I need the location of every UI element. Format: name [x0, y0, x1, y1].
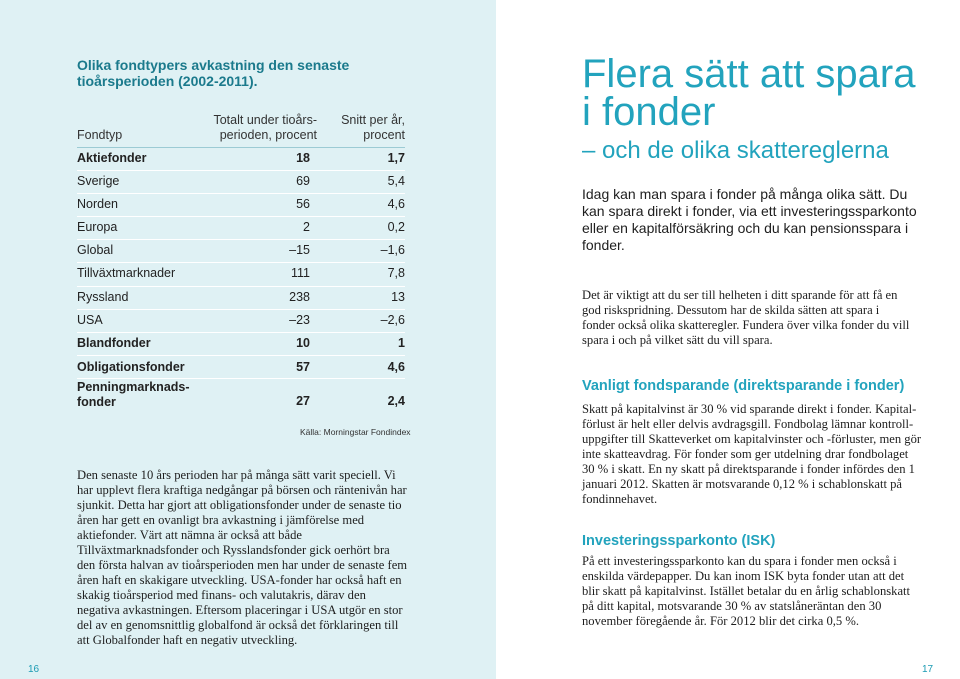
cell-avg: 13: [391, 290, 405, 304]
table-row: [77, 286, 405, 308]
table-row: [77, 378, 405, 412]
cell-name: Sverige: [77, 174, 120, 188]
table-row: [77, 356, 405, 378]
table-row: [77, 170, 405, 192]
cell-total: 69: [296, 174, 310, 188]
cell-name: Global: [77, 243, 114, 257]
paragraph: Skatt på kapitalvinst är 30 % vid sparande direkt i fonder. Kapitalförlust är helt eller delvis avdragsgill. Fondbolag lämnar kontrolluppgifter till Skatteverket om kapitalvinster och -förluster, men gör inte skatteavdrag. För fonder som ger utdelning drar fondbolaget 30 % i skatt. En ny skatt på direktsparande i fonder infördes den 1 januari 2012. Skatten är motsvarande 0,12 % i schablonskatt på fondinnehavet.: [582, 402, 922, 506]
section-heading-direct: Vanligt fondsparande (direktsparande i fonder): [582, 378, 905, 394]
page-headline: Flera sätt att spara i fonder: [582, 52, 916, 134]
cell-name: Blandfonder: [77, 336, 151, 350]
cell-name: Obligationsfonder: [77, 360, 185, 374]
cell-total: –23: [289, 313, 310, 327]
cell-total: 10: [296, 336, 310, 350]
page-subheadline: – och de olika skattereglerna: [582, 137, 889, 164]
cell-avg: –2,6: [380, 313, 405, 327]
cell-name: Tillväxtmarknader: [77, 266, 176, 280]
cell-name: Aktiefonder: [77, 151, 147, 165]
cell-total: 27: [296, 394, 310, 408]
cell-avg: 0,2: [387, 220, 405, 234]
cell-name: Europa: [77, 220, 118, 234]
left-body-text: [77, 468, 411, 648]
header-avg: Snitt per år, procent: [341, 113, 405, 142]
cell-avg: 1,7: [387, 151, 405, 165]
cell-avg: –1,6: [380, 243, 405, 257]
cell-total: 56: [296, 197, 310, 211]
table-title: Olika fondtypers avkastning den senaste tioårsperioden (2002-2011).: [77, 57, 350, 89]
page-number-right: 17: [922, 664, 934, 675]
cell-total: 2: [303, 220, 310, 234]
cell-name: USA: [77, 313, 103, 327]
table-row: [77, 332, 405, 354]
left-paragraph: Den senaste 10 års perioden har på många sätt varit speciell. Vi har upplevt flera kraftiga nedgångar på börsen och räntenivån har sjunkit. Detta har gjort att obligationsfonder under de senaste tio åren har gett en ovanligt bra avkastning i jämförelse med aktiefonder. Värt att nämna är också att både Tillväxtmarknadsfonder och Rysslandsfonder gick oerhört bra den första halvan av tioårsperioden men har under de senaste fem åren haft en skakigare utveckling. USA-fonder har också haft en skakig tioårsperiod med finans- och valutakris, därav den negativa avkastningen. Eftersom placeringar i USA utgör en stor del av en genomsnittlig globalfond är också det förklaringen till att Globalfonder haft en negativ utveckling.: [77, 468, 408, 647]
header-fondtyp: Fondtyp: [77, 128, 123, 142]
cell-avg: 4,6: [387, 197, 405, 211]
header-total: Totalt under tioårs- perioden, procent: [213, 113, 317, 142]
cell-avg: 4,6: [387, 360, 405, 374]
table-row: [77, 262, 405, 284]
table-row: [77, 239, 405, 261]
paragraph: På ett investeringssparkonto kan du spara i fonder men också i enskilda värdepapper. Du kan inom ISK byta fonder utan att det blir skatt på kapitalvinst. Istället betalar du en årlig schablonskatt på ditt kapital, motsvarande 30 % av statslåneräntan den 30 november föregående år. För 2012 blir det cirka 0,5 %.: [582, 554, 911, 628]
cell-avg: 2,4: [387, 394, 405, 408]
table-row: [77, 309, 405, 331]
cell-total: 57: [296, 360, 310, 374]
section-heading-isk: Investeringssparkonto (ISK): [582, 533, 776, 549]
cell-avg: 7,8: [387, 266, 405, 280]
cell-avg: 1: [398, 336, 405, 350]
page-number-left: 16: [28, 664, 40, 675]
table-row: [77, 147, 405, 169]
cell-name: Norden: [77, 197, 118, 211]
cell-total: 18: [296, 151, 310, 165]
table-header: [77, 111, 405, 143]
cell-name: Penningmarknads- fonder: [77, 380, 190, 409]
cell-avg: 5,4: [387, 174, 405, 188]
paragraph: Det är viktigt att du ser till helheten i ditt sparande för att få en god riskspridning. Dessutom har de skilda sätten att spara i fonder också olika skatteregler. Fundera över vilka fonder du vill spara i och på vilket sätt du vill spara.: [582, 288, 910, 347]
intro-text: Idag kan man spara i fonder på många olika sätt. Du kan spara direkt i fonder, via ett investeringssparkonto eller en kapitalförsäkring och du kan pensionsspara i fonder.: [582, 186, 917, 253]
table-row: [77, 216, 405, 238]
table-source: Källa: Morningstar Fondindex: [300, 427, 411, 437]
cell-total: 238: [289, 290, 310, 304]
cell-total: –15: [289, 243, 310, 257]
cell-name: Ryssland: [77, 290, 129, 304]
cell-total: 111: [290, 266, 310, 280]
table-row: [77, 193, 405, 215]
